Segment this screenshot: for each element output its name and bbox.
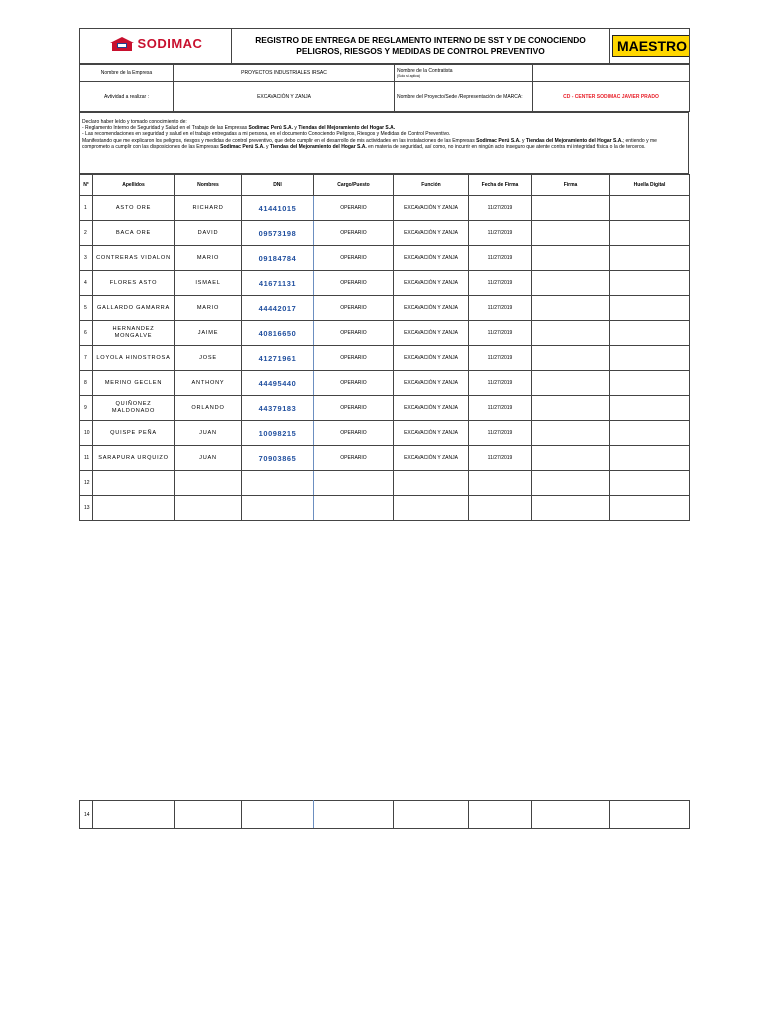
row-number: 5 bbox=[80, 296, 93, 321]
firma-cell[interactable] bbox=[532, 271, 610, 296]
dni-cell[interactable]: 09573198 bbox=[242, 221, 314, 246]
dni-cell[interactable]: 40816650 bbox=[242, 321, 314, 346]
firma-cell[interactable] bbox=[532, 496, 610, 521]
fecha-cell[interactable]: 11/27/2019 bbox=[469, 371, 532, 396]
table-row bbox=[80, 321, 690, 346]
table-row bbox=[80, 371, 690, 396]
workers-table bbox=[79, 174, 690, 521]
firma-cell[interactable] bbox=[532, 346, 610, 371]
funcion-cell[interactable]: EXCAVACIÓN Y ZANJA bbox=[394, 296, 469, 321]
col-header-firma: Firma bbox=[532, 175, 610, 196]
dni-cell[interactable]: 44495440 bbox=[242, 371, 314, 396]
fecha-cell[interactable] bbox=[469, 471, 532, 496]
fecha-cell[interactable]: 11/27/2019 bbox=[469, 346, 532, 371]
declaration-line-3: - Las recomendaciones en seguridad y salud en el trabajo entregadas a mi persona, en el documento Conociendo Peligros, Riesgos y Medidas de Control Preventivo. bbox=[82, 131, 451, 138]
row-number: 3 bbox=[80, 246, 93, 271]
col-header-apellidos: Apellidos bbox=[93, 175, 175, 196]
company-value: PROYECTOS INDUSTRIALES IRSAC bbox=[174, 65, 395, 82]
col-header-fecha: Fecha de Firma bbox=[469, 175, 532, 196]
huella-cell[interactable] bbox=[610, 221, 690, 246]
cargo-cell[interactable]: OPERARIO bbox=[314, 346, 394, 371]
huella-cell[interactable] bbox=[610, 371, 690, 396]
maestro-logo: MAESTRO bbox=[612, 35, 690, 57]
apellidos-cell[interactable]: QUIÑONEZ MALDONADO bbox=[93, 396, 175, 421]
table-row bbox=[80, 801, 690, 829]
fecha-cell[interactable]: 11/27/2019 bbox=[469, 421, 532, 446]
funcion-cell[interactable]: EXCAVACIÓN Y ZANJA bbox=[394, 371, 469, 396]
firma-cell[interactable] bbox=[532, 371, 610, 396]
row-number: 4 bbox=[80, 271, 93, 296]
funcion-cell[interactable]: EXCAVACIÓN Y ZANJA bbox=[394, 221, 469, 246]
row-number: 1 bbox=[80, 196, 93, 221]
col-header-dni: DNI bbox=[242, 175, 314, 196]
apellidos-cell[interactable]: GALLARDO GAMARRA bbox=[93, 296, 175, 321]
col-header-nombres: Nombres bbox=[175, 175, 242, 196]
project-label: Nombre del Proyecto/Sede /Representación de MARCA: bbox=[395, 82, 533, 112]
funcion-cell[interactable]: EXCAVACIÓN Y ZANJA bbox=[394, 321, 469, 346]
contractor-label-cell bbox=[395, 65, 533, 82]
funcion-cell[interactable]: EXCAVACIÓN Y ZANJA bbox=[394, 421, 469, 446]
huella-cell[interactable] bbox=[610, 421, 690, 446]
funcion-cell[interactable]: EXCAVACIÓN Y ZANJA bbox=[394, 196, 469, 221]
table-row bbox=[80, 496, 690, 521]
fecha-cell[interactable]: 11/27/2019 bbox=[469, 446, 532, 471]
apellidos-cell[interactable]: QUISPE PEÑA bbox=[93, 421, 175, 446]
cargo-cell[interactable]: OPERARIO bbox=[314, 421, 394, 446]
cargo-cell[interactable] bbox=[314, 496, 394, 521]
huella-cell[interactable] bbox=[610, 296, 690, 321]
firma-cell[interactable] bbox=[532, 396, 610, 421]
declaration-line-1: Declaro haber leído y tomado conocimiento de: bbox=[82, 119, 187, 125]
row-number: 12 bbox=[80, 471, 93, 496]
nombres-cell[interactable]: JAIME bbox=[175, 321, 242, 346]
table-row bbox=[80, 346, 690, 371]
dni-cell[interactable]: 41671131 bbox=[242, 271, 314, 296]
firma-cell[interactable] bbox=[532, 471, 610, 496]
dni-cell[interactable]: 10098215 bbox=[242, 421, 314, 446]
firma-cell[interactable] bbox=[532, 246, 610, 271]
cargo-cell[interactable]: OPERARIO bbox=[314, 221, 394, 246]
contractor-note: (Solo si aplica) bbox=[397, 74, 420, 78]
header-table bbox=[79, 28, 690, 64]
row-number: 7 bbox=[80, 346, 93, 371]
apellidos-cell[interactable]: LOYOLA HINOSTROSA bbox=[93, 346, 175, 371]
nombres-cell[interactable] bbox=[175, 801, 242, 829]
dni-cell[interactable]: 09184784 bbox=[242, 246, 314, 271]
sodimac-wordmark: SODIMAC bbox=[137, 36, 203, 51]
cargo-cell[interactable]: OPERARIO bbox=[314, 271, 394, 296]
huella-cell[interactable] bbox=[610, 396, 690, 421]
cargo-cell[interactable]: OPERARIO bbox=[314, 196, 394, 221]
cargo-cell[interactable]: OPERARIO bbox=[314, 396, 394, 421]
declaration-line-2: - Reglamento Interno de Seguridad y Salud en el Trabajo de las Empresas Sodimac Perú S.A. y Tiendas del Mejoramiento del Hogar S.A. bbox=[82, 125, 396, 132]
firma-cell[interactable] bbox=[532, 221, 610, 246]
nombres-cell[interactable]: DAVID bbox=[175, 221, 242, 246]
huella-cell[interactable] bbox=[610, 496, 690, 521]
row-number: 14 bbox=[80, 801, 93, 829]
table-row bbox=[80, 296, 690, 321]
huella-cell[interactable] bbox=[610, 346, 690, 371]
firma-cell[interactable] bbox=[532, 421, 610, 446]
fecha-cell[interactable]: 11/27/2019 bbox=[469, 221, 532, 246]
col-header-cargo: Cargo/Puesto bbox=[314, 175, 394, 196]
col-header-funcion: Función bbox=[394, 175, 469, 196]
huella-cell[interactable] bbox=[610, 471, 690, 496]
fecha-cell[interactable]: 11/27/2019 bbox=[469, 271, 532, 296]
sodimac-logo-cell bbox=[80, 29, 232, 64]
col-header-huella: Huella Digital bbox=[610, 175, 690, 196]
contractor-label: Nombre de la Contratista bbox=[397, 68, 453, 74]
contractor-value bbox=[533, 65, 690, 82]
table-row bbox=[80, 196, 690, 221]
dni-cell[interactable]: 44379183 bbox=[242, 396, 314, 421]
dni-cell[interactable]: 41441015 bbox=[242, 196, 314, 221]
row-number: 10 bbox=[80, 421, 93, 446]
nombres-cell[interactable]: ISMAEL bbox=[175, 271, 242, 296]
firma-cell[interactable] bbox=[532, 196, 610, 221]
apellidos-cell[interactable]: SARAPURA URQUIZO bbox=[93, 446, 175, 471]
table-row bbox=[80, 271, 690, 296]
dni-cell[interactable] bbox=[242, 496, 314, 521]
huella-cell[interactable] bbox=[610, 196, 690, 221]
nombres-cell[interactable] bbox=[175, 471, 242, 496]
table-row bbox=[80, 221, 690, 246]
cargo-cell[interactable]: OPERARIO bbox=[314, 446, 394, 471]
last-row-table bbox=[79, 800, 690, 829]
cargo-cell[interactable]: OPERARIO bbox=[314, 371, 394, 396]
fecha-cell[interactable]: 11/27/2019 bbox=[469, 296, 532, 321]
funcion-cell[interactable]: EXCAVACIÓN Y ZANJA bbox=[394, 396, 469, 421]
declaration-text bbox=[80, 113, 689, 174]
worker-rows bbox=[80, 196, 690, 521]
declaration-table bbox=[79, 112, 689, 174]
nombres-cell[interactable]: RICHARD bbox=[175, 196, 242, 221]
maestro-logo-cell bbox=[610, 29, 690, 64]
fecha-cell[interactable]: 11/27/2019 bbox=[469, 246, 532, 271]
nombres-cell[interactable]: MARIO bbox=[175, 296, 242, 321]
declaration-line-4: Manifestando que me explicaron los peligros, riesgos y medidas de control preventivo, que debo cumplir en el desarrollo de mis actividades en las instalaciones de las Empresas Sodimac Perú S.A. y Tiendas del Mejoramiento del Hogar S.A.; entiendo y me comprometo a cumplir con las disposiciones de las Empresas Sodimac Perú S.A. y Tiendas del Mejoramiento del Hogar S.A. en materia de seguridad, así como, no incurrir en ningún acto inseguro que atente contra mi integridad física o la de terceros. bbox=[82, 137, 657, 150]
apellidos-cell[interactable]: HERNANDEZ MONGALVE bbox=[93, 321, 175, 346]
fecha-cell[interactable] bbox=[469, 496, 532, 521]
huella-cell[interactable] bbox=[610, 271, 690, 296]
firma-cell[interactable] bbox=[532, 801, 610, 829]
row-number: 11 bbox=[80, 446, 93, 471]
huella-cell[interactable] bbox=[610, 446, 690, 471]
nombres-cell[interactable]: JUAN bbox=[175, 421, 242, 446]
huella-cell[interactable] bbox=[610, 801, 690, 829]
nombres-cell[interactable]: JUAN bbox=[175, 446, 242, 471]
fecha-cell[interactable]: 11/27/2019 bbox=[469, 196, 532, 221]
company-label: Nombre de la Empresa bbox=[80, 65, 174, 82]
activity-label: Avtividad a realizar : bbox=[80, 82, 174, 112]
funcion-cell[interactable]: EXCAVACIÓN Y ZANJA bbox=[394, 246, 469, 271]
cargo-cell[interactable]: OPERARIO bbox=[314, 246, 394, 271]
document-title: REGISTRO DE ENTREGA DE REGLAMENTO INTERNO DE SST Y DE CONOCIENDO PELIGROS, RIESGOS Y MEDIDAS DE CONTROL PREVENTIVO bbox=[232, 29, 610, 64]
row-number: 13 bbox=[80, 496, 93, 521]
funcion-cell[interactable] bbox=[394, 801, 469, 829]
row-number: 6 bbox=[80, 321, 93, 346]
table-row bbox=[80, 446, 690, 471]
firma-cell[interactable] bbox=[532, 296, 610, 321]
apellidos-cell[interactable]: MERINO GECLEN bbox=[93, 371, 175, 396]
column-header-row bbox=[80, 175, 690, 196]
fecha-cell[interactable] bbox=[469, 801, 532, 829]
apellidos-cell[interactable] bbox=[93, 801, 175, 829]
funcion-cell[interactable]: EXCAVACIÓN Y ZANJA bbox=[394, 271, 469, 296]
house-icon bbox=[109, 36, 135, 52]
fecha-cell[interactable]: 11/27/2019 bbox=[469, 396, 532, 421]
nombres-cell[interactable]: ANTHONY bbox=[175, 371, 242, 396]
funcion-cell[interactable] bbox=[394, 496, 469, 521]
dni-cell[interactable]: 70903865 bbox=[242, 446, 314, 471]
table-row bbox=[80, 396, 690, 421]
huella-cell[interactable] bbox=[610, 246, 690, 271]
row-number: 9 bbox=[80, 396, 93, 421]
cargo-cell[interactable]: OPERARIO bbox=[314, 321, 394, 346]
funcion-cell[interactable]: EXCAVACIÓN Y ZANJA bbox=[394, 446, 469, 471]
huella-cell[interactable] bbox=[610, 321, 690, 346]
nombres-cell[interactable]: JOSE bbox=[175, 346, 242, 371]
table-row bbox=[80, 246, 690, 271]
firma-cell[interactable] bbox=[532, 446, 610, 471]
nombres-cell[interactable] bbox=[175, 496, 242, 521]
cargo-cell[interactable] bbox=[314, 471, 394, 496]
apellidos-cell[interactable] bbox=[93, 496, 175, 521]
cargo-cell[interactable]: OPERARIO bbox=[314, 296, 394, 321]
dni-cell[interactable]: 41271961 bbox=[242, 346, 314, 371]
fecha-cell[interactable]: 11/27/2019 bbox=[469, 321, 532, 346]
apellidos-cell[interactable]: FLORES ASTO bbox=[93, 271, 175, 296]
table-row bbox=[80, 421, 690, 446]
dni-cell[interactable] bbox=[242, 801, 314, 829]
project-value: CD - CENTER SODIMAC JAVIER PRADO bbox=[533, 82, 690, 112]
apellidos-cell[interactable]: ASTO ORE bbox=[93, 196, 175, 221]
apellidos-cell[interactable] bbox=[93, 471, 175, 496]
dni-cell[interactable] bbox=[242, 471, 314, 496]
row-number: 2 bbox=[80, 221, 93, 246]
col-header-number: N° bbox=[80, 175, 93, 196]
firma-cell[interactable] bbox=[532, 321, 610, 346]
funcion-cell[interactable]: EXCAVACIÓN Y ZANJA bbox=[394, 346, 469, 371]
apellidos-cell[interactable]: CONTRERAS VIDALON bbox=[93, 246, 175, 271]
cargo-cell[interactable] bbox=[314, 801, 394, 829]
funcion-cell[interactable] bbox=[394, 471, 469, 496]
dni-cell[interactable]: 44442017 bbox=[242, 296, 314, 321]
activity-value: EXCAVACIÓN Y ZANJA bbox=[174, 82, 395, 112]
row-number: 8 bbox=[80, 371, 93, 396]
nombres-cell[interactable]: MARIO bbox=[175, 246, 242, 271]
registration-sheet bbox=[79, 28, 689, 521]
apellidos-cell[interactable]: BACA ORE bbox=[93, 221, 175, 246]
info-table bbox=[79, 64, 690, 112]
nombres-cell[interactable]: ORLANDO bbox=[175, 396, 242, 421]
table-row bbox=[80, 471, 690, 496]
sodimac-logo bbox=[109, 36, 203, 52]
